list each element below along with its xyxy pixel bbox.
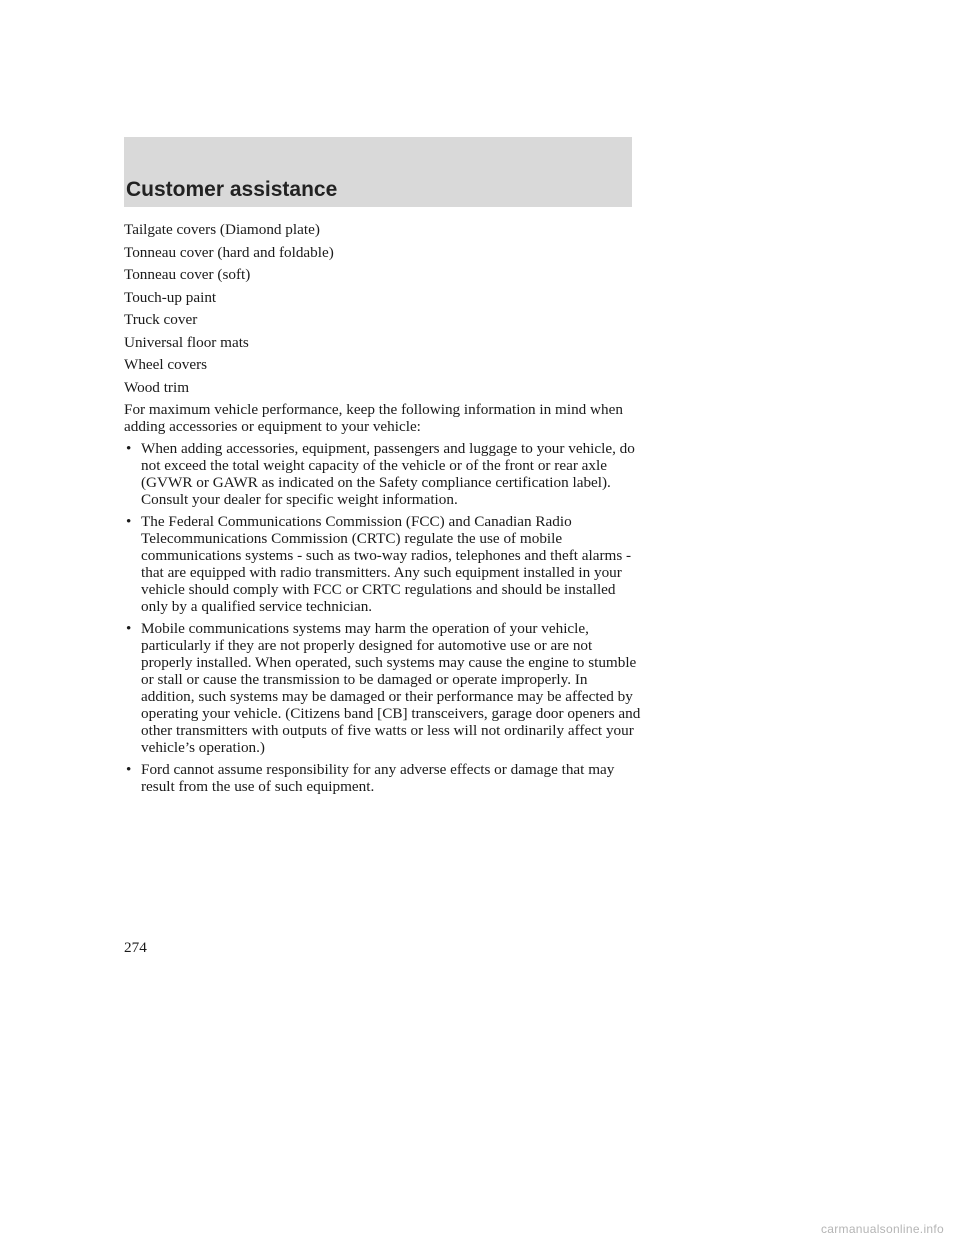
accessory-item: Truck cover	[124, 311, 198, 328]
bullet-item	[124, 761, 644, 795]
bullet-text: The Federal Communications Commission (FCC) and Canadian Radio Telecommunications Commission (CRTC) regulate the use of mobile communications systems - such as two-way radios, telephones and theft alarms - that are equipped with radio transmitters. Any such equipment installed in your vehicle should comply with FCC or CRTC regulations and should be installed only by a qualified service technician.	[141, 513, 632, 615]
section-title: Customer assistance	[126, 178, 338, 201]
bullet-item	[124, 440, 644, 508]
watermark: carmanualsonline.info	[820, 1222, 944, 1236]
accessory-item: Wheel covers	[124, 356, 208, 373]
accessory-item: Wood trim	[124, 378, 190, 396]
bullet-text: Mobile communications systems may harm the operation of your vehicle, particularly if they are not properly designed for automotive use or are not properly installed. When operated, such systems may cause the engine to stumble or stall or cause the transmission to be damaged or operate improperly. In addition, such systems may be damaged or their performance may be affected by operating your vehicle. (Citizens band [CB] transceivers, garage door openers and other transmitters with outputs of five watts or less will not ordinarily affect your vehicle’s operation.)	[141, 620, 641, 756]
bullet-text: When adding accessories, equipment, passengers and luggage to your vehicle, do not exceed the total weight capacity of the vehicle or of the front or rear axle (GVWR or GAWR as indicated on the Safety compliance certification label). Consult your dealer for specific weight information.	[141, 440, 635, 508]
accessory-item: Tonneau cover (soft)	[124, 266, 251, 283]
bullet-icon: •	[126, 620, 132, 637]
accessory-item: Tonneau cover (hard and foldable)	[124, 243, 334, 261]
accessory-item: Universal floor mats	[124, 333, 249, 351]
bullet-item	[124, 513, 644, 615]
bullet-item	[124, 620, 644, 756]
intro-paragraph: For maximum vehicle performance, keep the following information in mind when adding accessories or equipment to your vehicle:	[124, 401, 623, 435]
bullet-icon: •	[126, 440, 132, 457]
bullet-icon: •	[126, 761, 132, 778]
page-content	[124, 221, 644, 800]
bullet-icon: •	[126, 513, 132, 530]
page-number: 274	[124, 939, 147, 956]
accessory-item: Tailgate covers (Diamond plate)	[124, 221, 320, 238]
bullet-text: Ford cannot assume responsibility for any adverse effects or damage that may result from the use of such equipment.	[141, 761, 615, 795]
accessory-item: Touch-up paint	[124, 288, 217, 306]
